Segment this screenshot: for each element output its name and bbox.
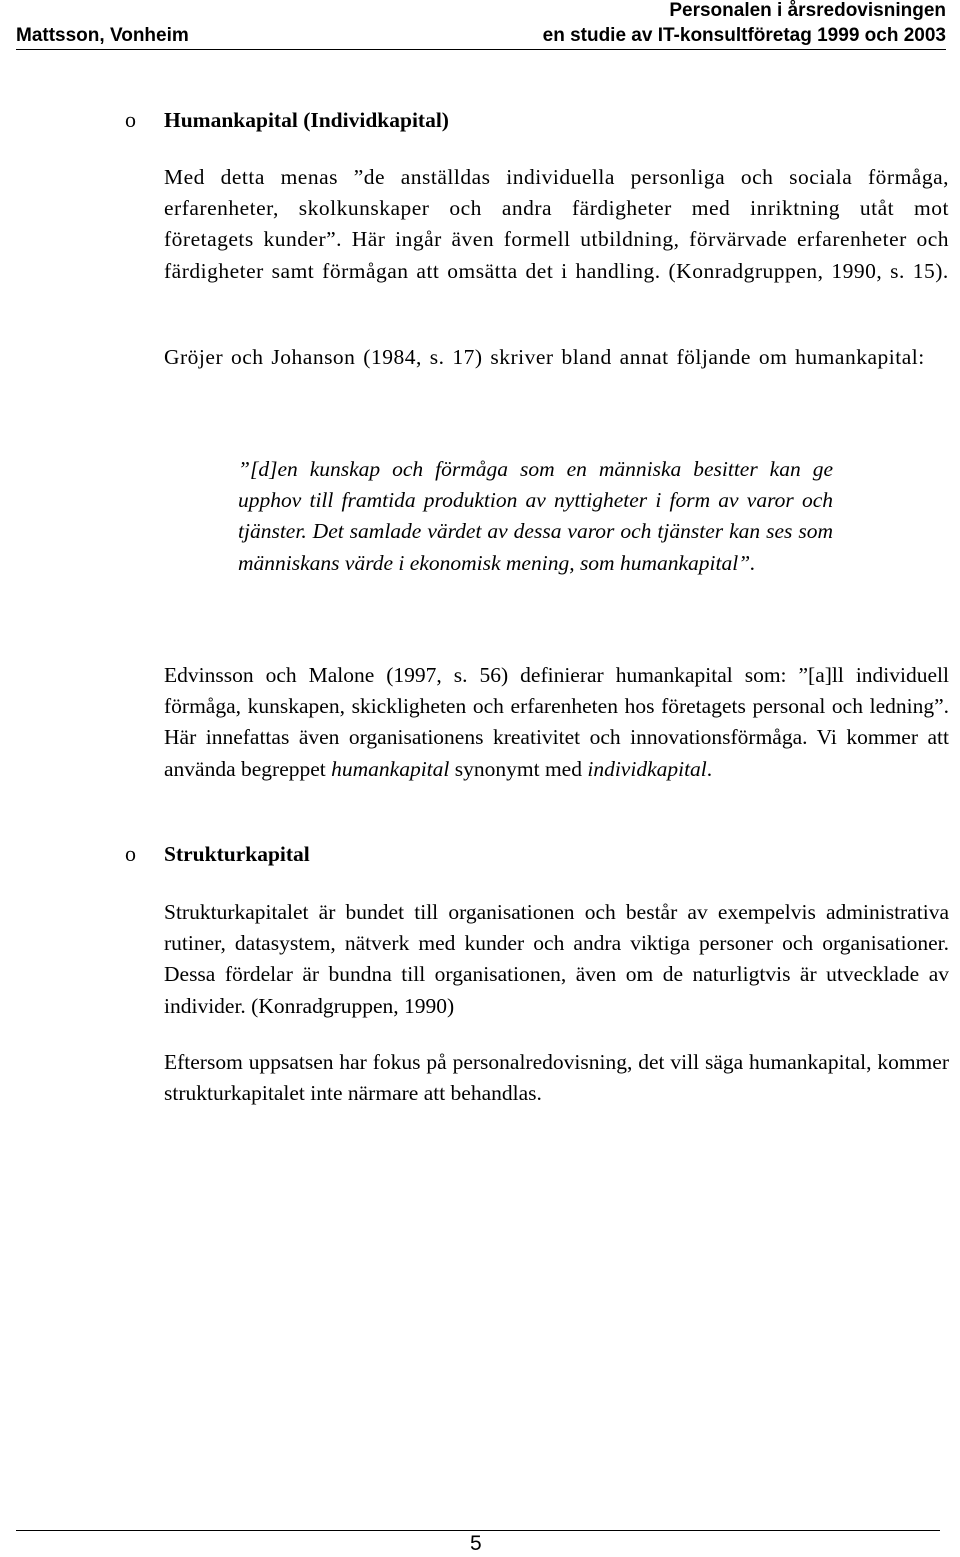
page-header xyxy=(0,0,960,50)
header-rule xyxy=(16,49,946,50)
page-number: 5 xyxy=(470,1532,482,1555)
emphasis-humankapital: humankapital xyxy=(331,756,450,781)
paragraph-edvinsson-malone xyxy=(164,660,949,785)
header-author: Mattsson, Vonheim xyxy=(16,25,189,46)
bullet-marker: o xyxy=(125,107,136,132)
paragraph-text: synonymt med xyxy=(449,756,588,781)
emphasis-individkapital: individkapital xyxy=(587,756,707,781)
header-title-line2: en studie av IT-konsultföretag 1999 och 2003 xyxy=(542,25,946,46)
bullet-marker: o xyxy=(125,841,136,866)
header-title-line1: Personalen i årsredovisningen xyxy=(669,0,946,21)
paragraph-humankapital-definition: Med detta menas ”de anställdas individuella personliga och sociala förmåga, erfarenheter, skolkunskaper och andra färdigheter med inriktning utåt mot företagets kunder”. Här ingår även formell utbildning, förvärvade erfarenheter och färdigheter samt förmågan att omsätta det i handling. (Konradgruppen, 1990, s. 15). xyxy=(164,165,949,283)
paragraph-text: . xyxy=(706,756,713,781)
section-heading-humankapital: Humankapital (Individkapital) xyxy=(164,108,449,132)
paragraph-text: Edvinsson och Malone (1997, s. 56) definierar humankapital som: ”[a]ll individuell förmåga, kunskapen, skickligheten och erfarenheten hos företagets personal och ledning”. Här innefattas även organisationens kreativitet och innovationsförmåga. Vi kommer att använda begreppet xyxy=(164,663,949,781)
paragraph-grojer-johanson: Gröjer och Johanson (1984, s. 17) skriver bland annat följande om humankapital: xyxy=(164,345,925,369)
paragraph-strukturkapital-definition: Strukturkapitalet är bundet till organisationen och består av exempelvis administrativa rutiner, datasystem, nätverk med kunder och andra viktiga personer och organisationer. Dessa fördelar är bundna till organisationen, även om de naturligtvis är utvecklade av individer. (Konradgruppen, 1990) xyxy=(164,900,949,1018)
footer-rule xyxy=(16,1530,940,1531)
block-quote: ”[d]en kunskap och förmåga som en människa besitter kan ge upphov till framtida produktion av nyttigheter i form av varor och tjänster. Det samlade värdet av dessa varor och tjänster kan ses som människans värde i ekonomisk mening, som humankapital”. xyxy=(238,457,833,575)
section-heading-strukturkapital: Strukturkapital xyxy=(164,842,310,866)
paragraph-scope-note: Eftersom uppsatsen har fokus på personalredovisning, det vill säga humankapital, kommer strukturkapitalet inte närmare att behandlas. xyxy=(164,1050,949,1106)
